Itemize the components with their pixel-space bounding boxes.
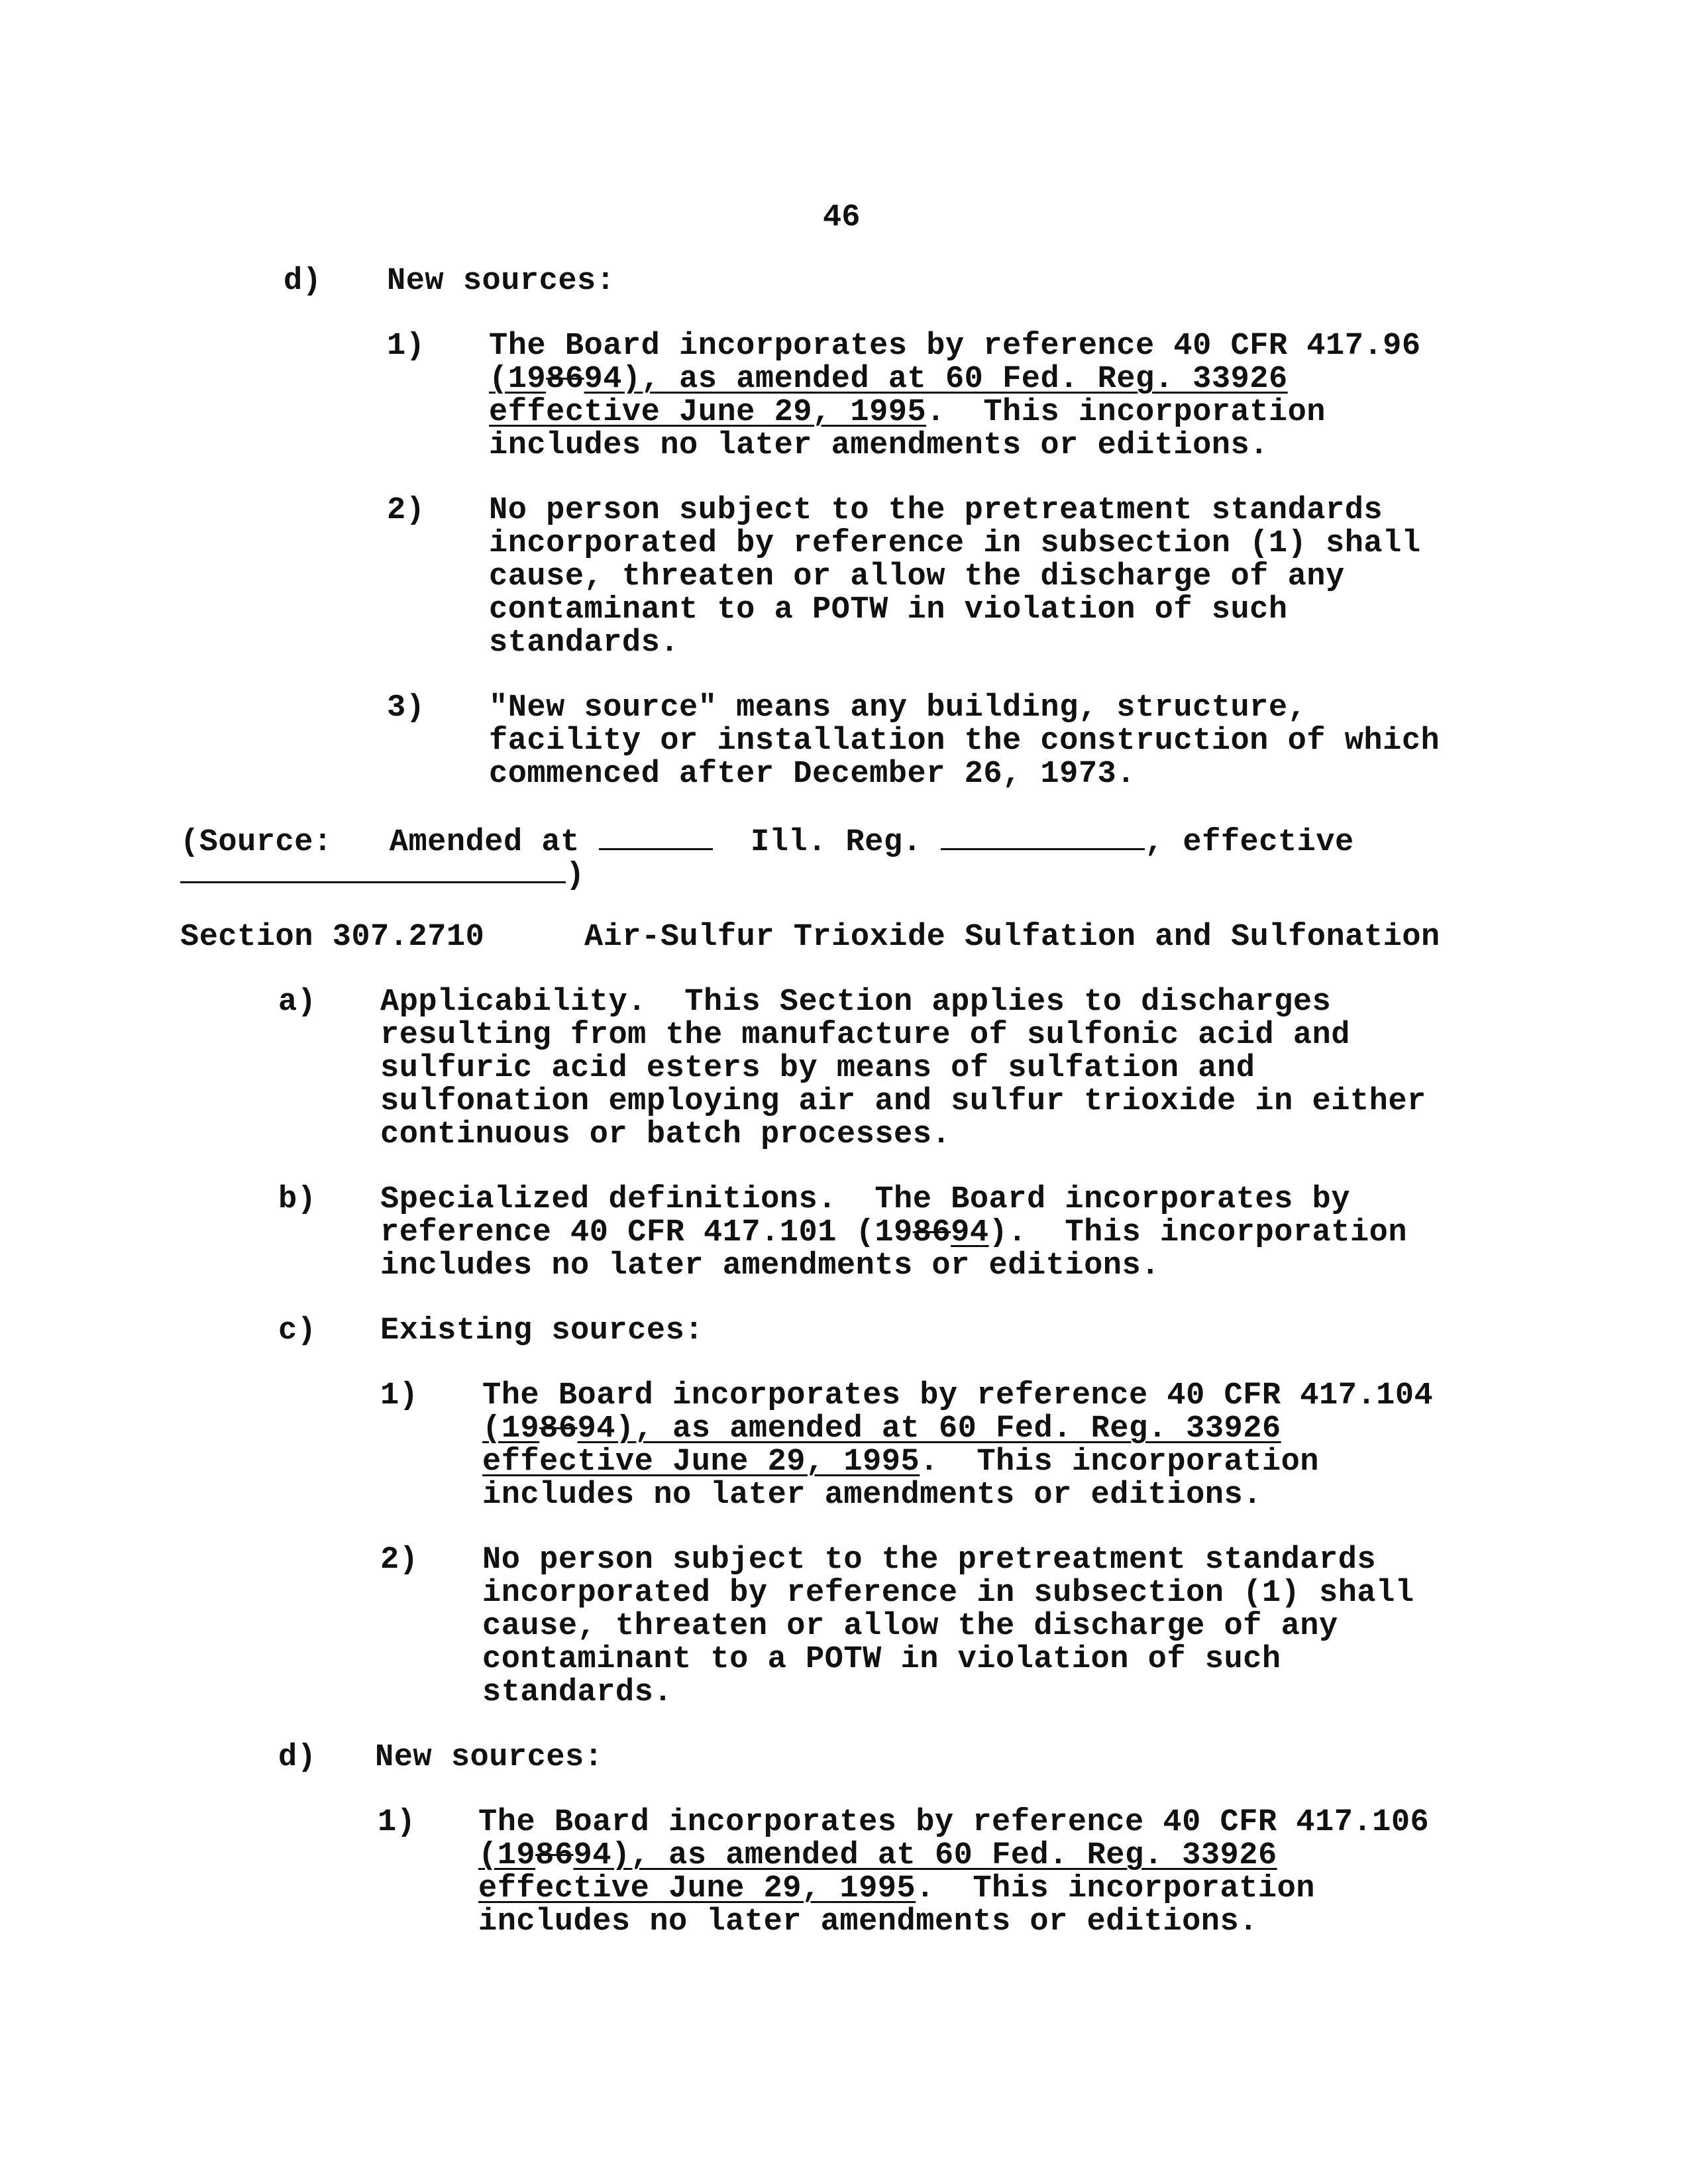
para-b-label: b)	[278, 1182, 317, 1217]
item-text-line: facility or installation the construction of which	[489, 724, 1440, 759]
item-text-line: effective June 29, 1995. This incorporation	[489, 395, 1326, 430]
inserted-amendment: , as amended at 60 Fed. Reg. 33926	[634, 1411, 1281, 1447]
blank-line	[180, 856, 566, 883]
item-text-line: includes no later amendments or editions.	[489, 428, 1269, 463]
inserted-year: 94	[951, 1215, 989, 1250]
inserted-year: 94	[577, 1411, 615, 1447]
para-text-line: continuous or batch processes.	[380, 1117, 951, 1152]
para-d-heading: New sources:	[375, 1740, 604, 1775]
item-text-line: contaminant to a POTW in violation of such	[482, 1642, 1281, 1677]
struck-year: 86	[535, 1838, 574, 1873]
item-text-line: effective June 29, 1995. This incorporation	[482, 1445, 1320, 1480]
source-note-line: (Source: Amended at Ill. Reg. , effective	[180, 823, 1354, 859]
item-text-line: incorporated by reference in subsection (1) shall	[482, 1576, 1414, 1611]
blank-line	[941, 823, 1145, 850]
item-text-line: standards.	[489, 626, 680, 661]
item-text-line: incorporated by reference in subsection (1) shall	[489, 526, 1421, 561]
blank-line	[599, 823, 713, 850]
item-text-line: No person subject to the pretreatment standards	[482, 1543, 1377, 1578]
item-text-line: commenced after December 26, 1973.	[489, 757, 1136, 792]
inserted-effective-date: effective June 29, 1995	[478, 1871, 916, 1906]
item-text-line: No person subject to the pretreatment standards	[489, 493, 1383, 528]
para-text-line: resulting from the manufacture of sulfonic acid and	[380, 1018, 1350, 1053]
para-c-label: c)	[278, 1313, 317, 1348]
item-text-line: standards.	[482, 1675, 673, 1710]
inserted-amendment: , as amended at 60 Fed. Reg. 33926	[630, 1838, 1277, 1873]
struck-year: 86	[546, 362, 584, 397]
para-text-line: reference 40 CFR 417.101 (198694). This incorporation	[380, 1215, 1408, 1250]
item-text-line: The Board incorporates by reference 40 CFR 417.96	[489, 329, 1421, 364]
item-text-line: "New source" means any building, structure,	[489, 690, 1307, 726]
source-note-line: )	[180, 856, 585, 893]
inserted-amendment: , as amended at 60 Fed. Reg. 33926	[641, 362, 1288, 397]
item-number: 1)	[378, 1805, 416, 1840]
inserted-effective-date: effective June 29, 1995	[482, 1445, 920, 1480]
inserted-year: 94	[584, 362, 622, 397]
section-number: Section 307.2710	[180, 920, 485, 955]
item-number: 1)	[387, 329, 425, 364]
section-title: Air-Sulfur Trioxide Sulfation and Sulfonation	[584, 920, 1440, 955]
item-number: 2)	[387, 493, 425, 528]
page-number: 46	[823, 200, 861, 235]
first-block-label: d)	[284, 264, 322, 299]
item-number: 3)	[387, 690, 425, 726]
struck-year: 86	[539, 1411, 578, 1447]
item-text-line: The Board incorporates by reference 40 CFR 417.104	[482, 1378, 1434, 1413]
item-text-line: (198694), as amended at 60 Fed. Reg. 33926	[478, 1838, 1277, 1873]
inserted-effective-date: effective June 29, 1995	[489, 395, 927, 430]
para-text-line: Specialized definitions. The Board incorporates by	[380, 1182, 1350, 1217]
item-text-line: The Board incorporates by reference 40 CFR 417.106	[478, 1805, 1430, 1840]
item-text-line: (198694), as amended at 60 Fed. Reg. 33926	[489, 362, 1288, 397]
item-text-line: cause, threaten or allow the discharge of any	[489, 559, 1345, 594]
inserted-year: 94	[573, 1838, 611, 1873]
item-text-line: cause, threaten or allow the discharge of any	[482, 1609, 1338, 1644]
struck-year: 86	[912, 1215, 951, 1250]
item-number: 1)	[380, 1378, 419, 1413]
item-text-line: includes no later amendments or editions.	[482, 1478, 1262, 1513]
first-block-heading: New sources:	[387, 264, 615, 299]
item-text-line: effective June 29, 1995. This incorporation	[478, 1871, 1316, 1906]
para-c-heading: Existing sources:	[380, 1313, 704, 1348]
para-text-line: sulfonation employing air and sulfur trioxide in either	[380, 1084, 1426, 1119]
para-text-line: Applicability. This Section applies to discharges	[380, 985, 1332, 1020]
para-d-label: d)	[278, 1740, 317, 1775]
para-text-line: includes no later amendments or editions.	[380, 1248, 1160, 1283]
para-a-label: a)	[278, 985, 317, 1020]
item-number: 2)	[380, 1543, 419, 1578]
para-text-line: sulfuric acid esters by means of sulfation and	[380, 1051, 1255, 1086]
item-text-line: includes no later amendments or editions.	[478, 1904, 1258, 1939]
item-text-line: (198694), as amended at 60 Fed. Reg. 33926	[482, 1411, 1281, 1447]
item-text-line: contaminant to a POTW in violation of such	[489, 592, 1288, 628]
